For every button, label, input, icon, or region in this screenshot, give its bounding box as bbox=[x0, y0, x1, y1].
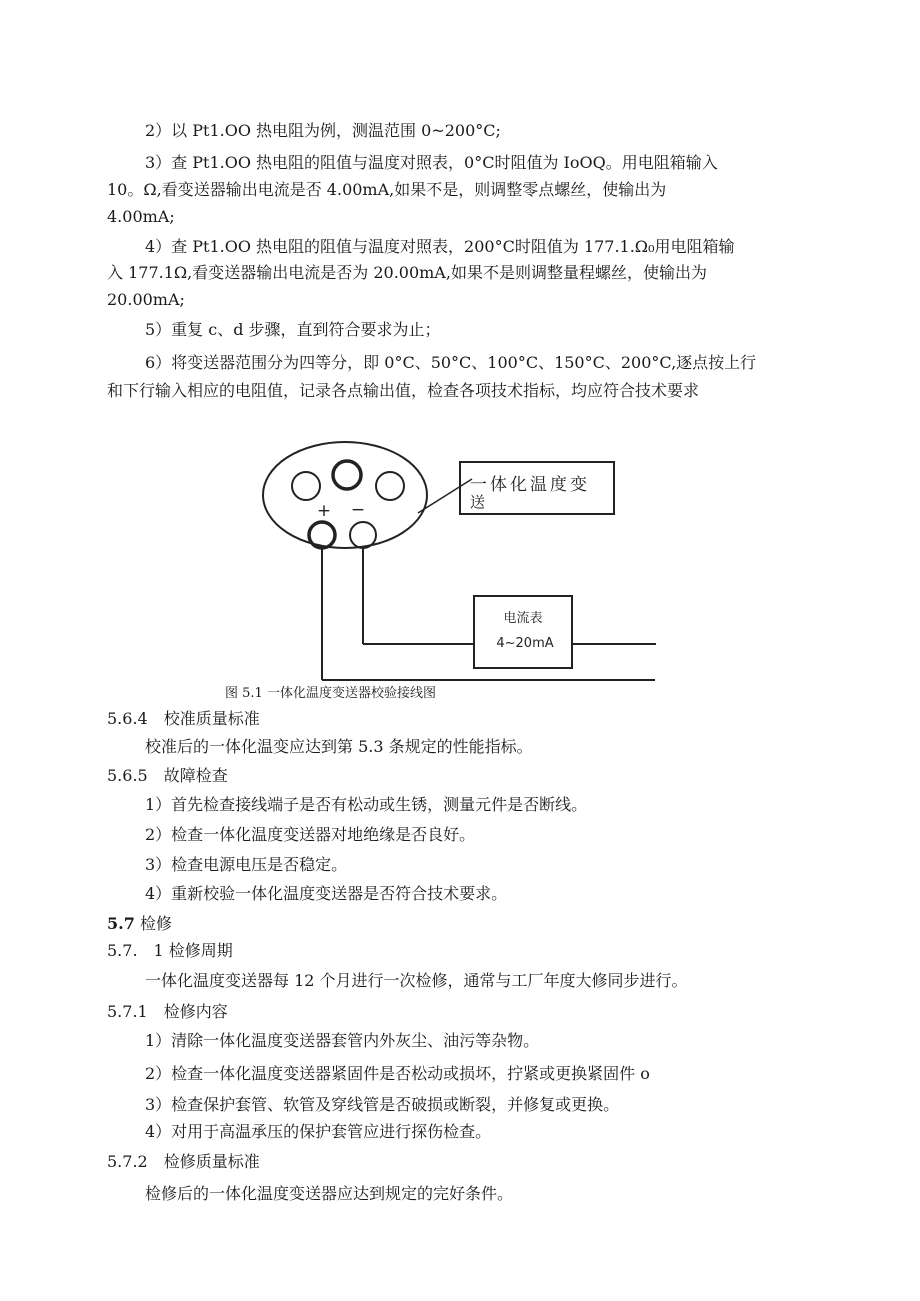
ammeter-range: 4~20mA bbox=[496, 636, 554, 651]
maintenance-item-2: 2）检查一体化温度变送器紧固件是否松动或损坏，拧紧或更换紧固件 o bbox=[145, 1064, 650, 1083]
section-5-6-4-heading: 5.6.4 校准质量标准 bbox=[107, 709, 260, 728]
step-3-line-2: 10。Ω,看变送器输出电流是否 4.00mA,如果不是，则调整零点螺丝，使输出为 bbox=[107, 180, 667, 199]
step-2-line: 2）以 Pt1.OO 热电阻为例，测温范围 0~200°C; bbox=[145, 121, 501, 140]
terminal-top-left bbox=[292, 472, 320, 500]
section-5-7-heading bbox=[107, 914, 172, 934]
section-5-7-1-content-heading: 5.7.1 检修内容 bbox=[107, 1002, 228, 1021]
step-3-line-1: 3）查 Pt1.OO 热电阻的阻值与温度对照表，0°C时阻值为 IoOQ。用电阻箱输入 bbox=[145, 153, 718, 172]
terminal-minus bbox=[350, 522, 376, 548]
ammeter-box bbox=[474, 596, 572, 668]
step-5-line: 5）重复 c、d 步骤，直到符合要求为止； bbox=[145, 320, 441, 339]
section-5-7-number: 5.7 bbox=[107, 914, 135, 933]
section-5-7-2-text: 检修后的一体化温度变送器应达到规定的完好条件。 bbox=[145, 1184, 514, 1203]
section-5-7-1-period-heading: 5.7. 1 检修周期 bbox=[107, 941, 233, 960]
ammeter-title: 电流表 bbox=[503, 611, 543, 626]
section-5-7-2-heading: 5.7.2 检修质量标准 bbox=[107, 1152, 260, 1171]
maintenance-item-4: 4）对用于高温承压的保护套管应进行探伤检查。 bbox=[145, 1122, 492, 1141]
section-5-6-5-heading: 5.6.5 故障检查 bbox=[107, 766, 228, 785]
fault-check-item-2: 2）检查一体化温度变送器对地绝缘是否良好。 bbox=[145, 825, 476, 844]
fault-check-item-3: 3）检查电源电压是否稳定。 bbox=[145, 855, 348, 874]
section-5-6-4-text: 校准后的一体化温变应达到第 5.3 条规定的性能指标。 bbox=[145, 737, 533, 756]
step-4-line-2: 入 177.1Ω,看变送器输出电流是否为 20.00mA,如果不是则调整量程螺丝，使输出为 bbox=[107, 263, 707, 282]
plus-label: + bbox=[316, 501, 332, 521]
terminal-top-right bbox=[376, 472, 404, 500]
transmitter-label-line-1: 一体化温度变 bbox=[470, 475, 590, 495]
step-6-line-2: 和下行输入相应的电阻值，记录各点输出值，检查各项技术指标，均应符合技术要求 bbox=[107, 381, 700, 400]
fault-check-item-4: 4）重新校验一体化温度变送器是否符合技术要求。 bbox=[145, 884, 508, 903]
step-4-line-1: 4）查 Pt1.OO 热电阻的阻值与温度对照表，200°C时阻值为 177.1.Ω₀用电阻箱输 bbox=[145, 237, 735, 256]
transmitter-head bbox=[263, 442, 427, 548]
figure-caption: 图 5.1 一体化温度变送器校验接线图 bbox=[225, 686, 436, 701]
maintenance-item-1: 1）清除一体化温度变送器套管内外灰尘、油污等杂物。 bbox=[145, 1031, 540, 1050]
terminal-top-center bbox=[333, 461, 361, 489]
step-6-line-1: 6）将变送器范围分为四等分，即 0°C、50°C、100°C、150°C、200°C,逐点按上行 bbox=[145, 353, 757, 372]
section-5-7-title: 检修 bbox=[139, 914, 172, 933]
fault-check-item-1: 1）首先检查接线端子是否有松动或生锈，测量元件是否断线。 bbox=[145, 795, 588, 814]
step-3-line-3: 4.00mA; bbox=[107, 207, 175, 226]
section-5-7-1-period-text: 一体化温度变送器每 12 个月进行一次检修，通常与工厂年度大修同步进行。 bbox=[145, 971, 688, 990]
minus-label: − bbox=[350, 500, 366, 520]
step-4-line-3: 20.00mA; bbox=[107, 290, 185, 309]
wiring-diagram bbox=[0, 430, 920, 690]
transmitter-label-line-2: 送 bbox=[470, 493, 486, 511]
terminal-plus bbox=[309, 522, 335, 548]
maintenance-item-3: 3）检查保护套管、软管及穿线管是否破损或断裂，并修复或更换。 bbox=[145, 1095, 620, 1114]
